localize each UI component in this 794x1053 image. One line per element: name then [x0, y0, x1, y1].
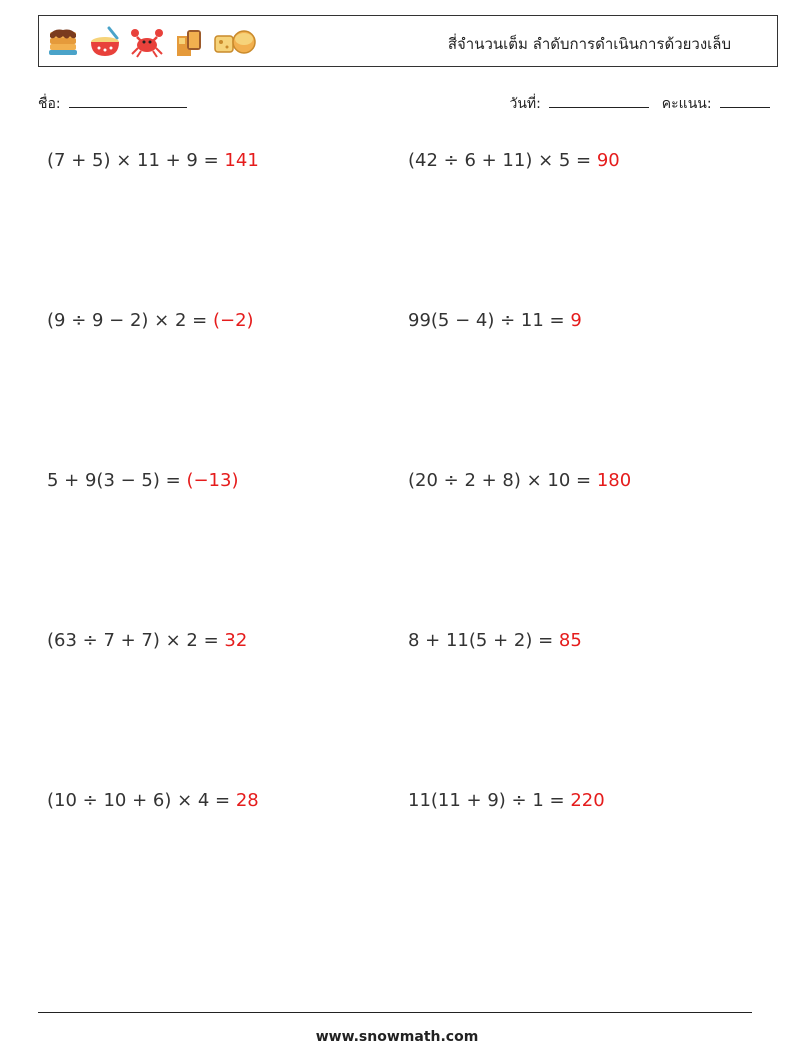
pancakes-icon	[45, 24, 81, 60]
date-blank[interactable]	[549, 93, 649, 108]
problem-10	[408, 790, 605, 811]
problem-2	[408, 150, 620, 171]
problem-answer: 9	[570, 310, 582, 331]
worksheet-title: สี่จำนวนเต็ม ลำดับการดำเนินการด้วยวงเล็บ	[447, 35, 731, 53]
footer-url[interactable]: www.snowmath.com	[315, 1029, 479, 1045]
date-score-fields	[509, 93, 770, 115]
problem-answer: 28	[235, 790, 259, 811]
problem-answer: 141	[224, 150, 259, 171]
problem-5	[47, 470, 238, 491]
name-blank[interactable]	[69, 93, 187, 108]
problem-expression: 8 + 11(5 + 2) =	[408, 630, 559, 651]
problem-9	[47, 790, 259, 811]
problem-expression: (7 + 5) × 11 + 9 =	[47, 150, 225, 171]
problem-answer: (−13)	[186, 470, 239, 491]
problem-expression: (63 ÷ 7 + 7) × 2 =	[47, 630, 225, 651]
header-icons	[45, 24, 257, 60]
score-blank[interactable]	[720, 93, 770, 108]
problem-answer: (−2)	[212, 310, 254, 331]
name-label: ชื่อ:	[38, 96, 61, 112]
problem-expression: 11(11 + 9) ÷ 1 =	[408, 790, 571, 811]
name-field	[38, 93, 187, 115]
problem-answer: 32	[224, 630, 248, 651]
problem-answer: 220	[570, 790, 605, 811]
problem-expression: 99(5 − 4) ÷ 11 =	[408, 310, 571, 331]
date-label: วันที่:	[509, 96, 541, 112]
footer-divider	[38, 1012, 752, 1013]
toast-icon	[171, 24, 207, 60]
problem-4	[408, 310, 582, 331]
problem-8	[408, 630, 582, 651]
problem-answer: 180	[596, 470, 632, 491]
score-label: คะแนน:	[661, 96, 712, 112]
problem-7	[47, 630, 247, 651]
problem-expression: (20 ÷ 2 + 8) × 10 =	[408, 470, 597, 491]
cheese-icon	[213, 24, 257, 60]
problem-expression: (10 ÷ 10 + 6) × 4 =	[47, 790, 236, 811]
problem-1	[47, 150, 259, 171]
problem-expression: (9 ÷ 9 − 2) × 2 =	[47, 310, 213, 331]
problem-expression: 5 + 9(3 − 5) =	[47, 470, 187, 491]
problem-6	[408, 470, 631, 491]
bowl-icon	[87, 24, 123, 60]
problem-answer: 85	[558, 630, 582, 651]
problem-answer: 90	[596, 150, 620, 171]
worksheet-header	[38, 15, 778, 67]
crab-icon	[129, 24, 165, 60]
problem-expression: (42 ÷ 6 + 11) × 5 =	[408, 150, 597, 171]
problem-3	[47, 310, 254, 331]
